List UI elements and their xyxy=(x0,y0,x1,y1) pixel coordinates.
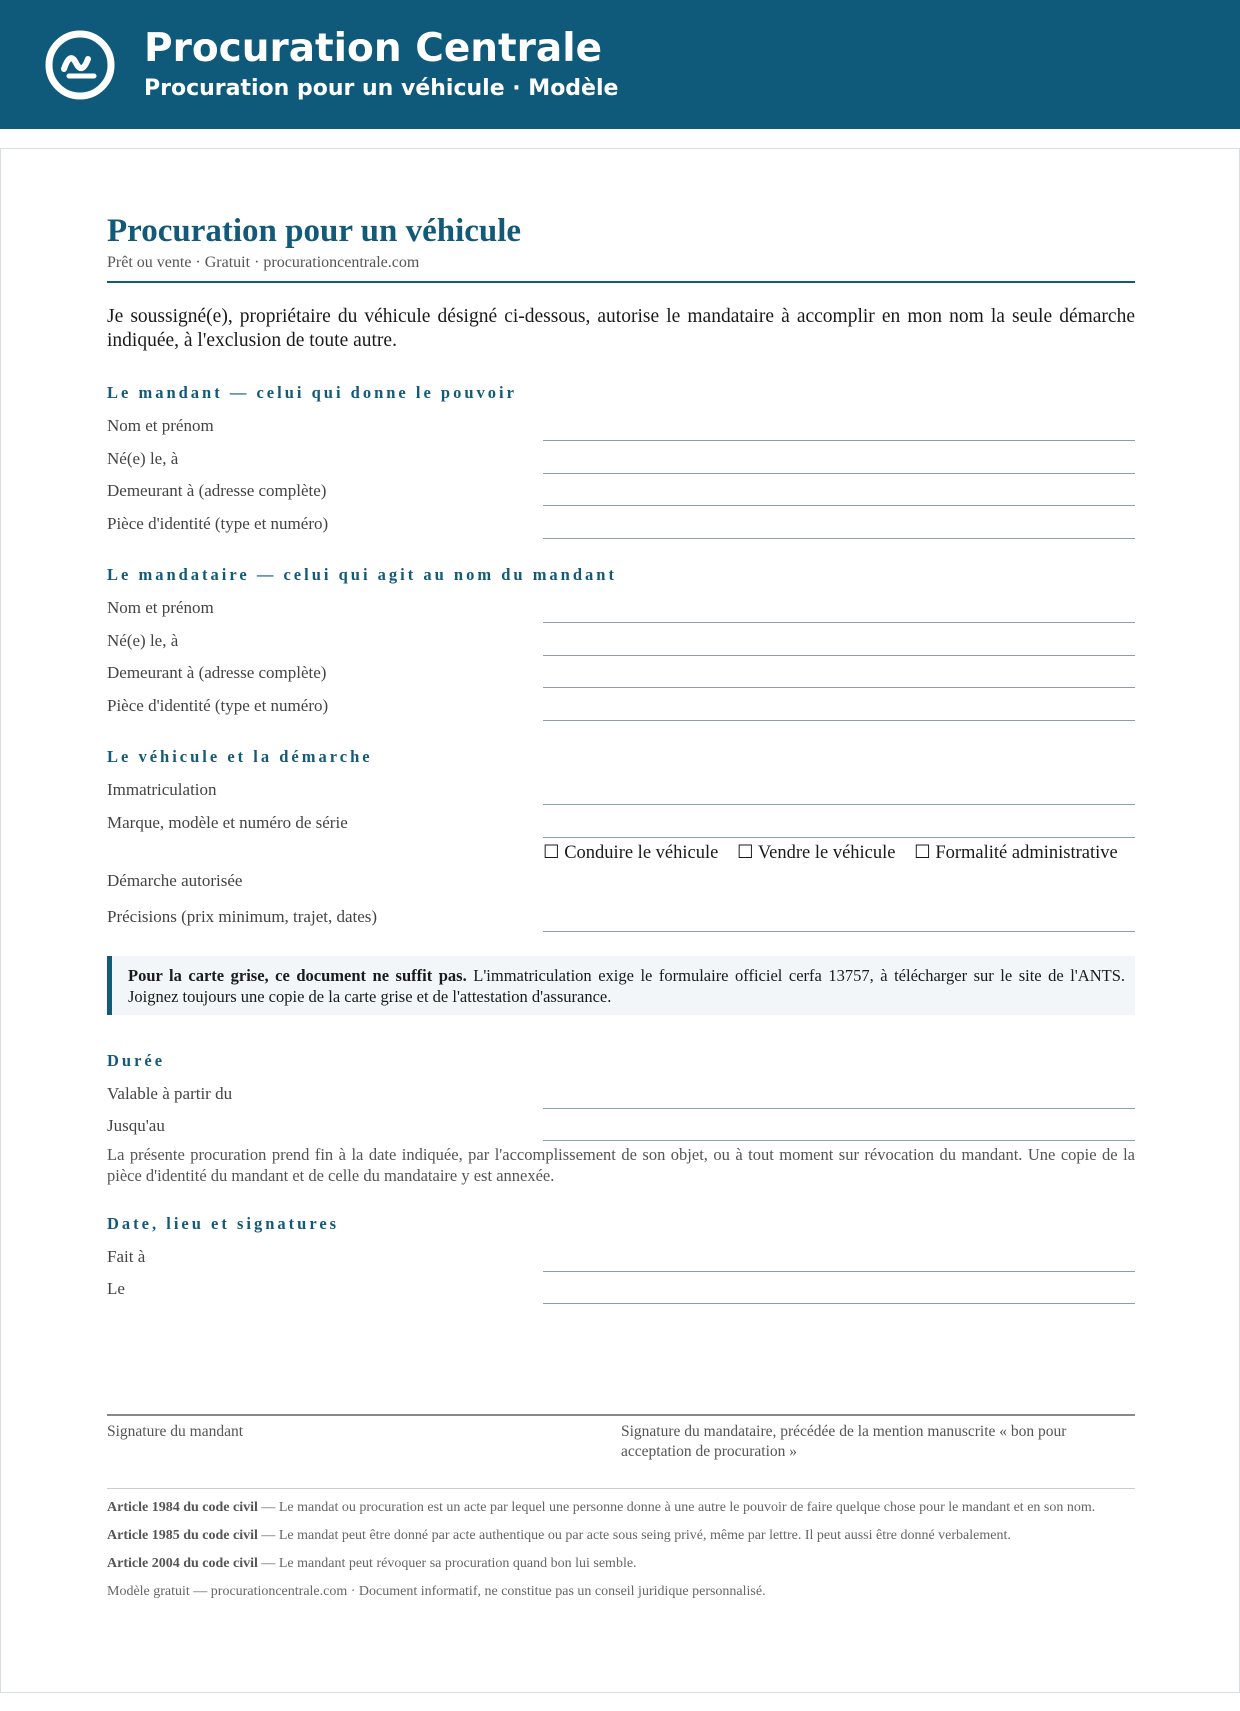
field-row xyxy=(107,1079,1135,1112)
signature-fields xyxy=(107,1242,1135,1307)
mandant-birth-line[interactable] xyxy=(543,450,1135,474)
mandant-name-line[interactable] xyxy=(543,417,1135,441)
date-signature-line[interactable] xyxy=(543,1280,1135,1304)
checkbox-conduire[interactable]: ☐ Conduire le véhicule xyxy=(543,843,719,863)
field-label: Précisions (prix minimum, trajet, dates) xyxy=(107,907,378,926)
article-ref: Article 2004 du code civil xyxy=(107,1556,258,1571)
section-heading-mandataire: Le mandataire — celui qui agit au nom du mandant xyxy=(107,565,617,584)
duree-text: La présente procuration prend fin à la date indiquée, par l'accomplissement de son objet, ou à tout moment sur révocation du mandant. Une copie de la pièce d'identité du mandant et de celle du mandataire y est annexée. xyxy=(107,1144,1135,1185)
field-row xyxy=(107,444,1135,477)
field-label: Démarche autorisée xyxy=(107,871,243,890)
article-text: — Le mandat peut être donné par acte authentique ou par acte sous seing privé, même par lettre. Il peut aussi être donné verbalement. xyxy=(257,1528,1011,1543)
field-row xyxy=(107,1242,1135,1275)
field-row xyxy=(107,1111,1135,1144)
field-label: Pièce d'identité (type et numéro) xyxy=(107,513,329,533)
date-fin-line[interactable] xyxy=(543,1117,1135,1141)
field-label: Immatriculation xyxy=(107,780,217,799)
mandataire-id-line[interactable] xyxy=(543,697,1135,721)
article-text: — Le mandant peut révoquer sa procuration quand bon lui semble. xyxy=(257,1556,637,1571)
duree-fields xyxy=(107,1079,1135,1144)
mandataire-fields xyxy=(107,593,1135,723)
article-text: — Le mandat ou procuration est un acte par lequel une personne donne à une autre le pouvoir de faire quelque chose pour le mandant et en son nom. xyxy=(257,1500,1096,1515)
field-row xyxy=(107,476,1135,509)
field-row xyxy=(107,658,1135,691)
section-heading-vehicule: Le véhicule et la démarche xyxy=(107,747,373,766)
field-row xyxy=(107,808,1135,841)
field-label: Marque, modèle et numéro de série xyxy=(107,812,348,832)
field-label: Nom et prénom xyxy=(107,416,214,435)
checkbox-formalite[interactable]: ☐ Formalité administrative xyxy=(914,843,1118,863)
vehicule-fields xyxy=(107,775,1135,935)
field-label: Fait à xyxy=(107,1246,146,1266)
field-row xyxy=(107,626,1135,659)
disclaimer: Modèle gratuit — procurationcentrale.com · Document informatif, ne constitue pas un conseil juridique personnalisé. xyxy=(107,1584,766,1599)
mandataire-birth-line[interactable] xyxy=(543,632,1135,656)
field-row xyxy=(107,902,1135,935)
note-text: L'immatriculation exige le formulaire officiel cerfa 13757, à télécharger sur le site de l'ANTS. Joignez toujours une copie de la carte grise et de l'attestation d'assurance. xyxy=(128,965,1125,1006)
field-row xyxy=(107,411,1135,444)
field-label: Jusqu'au xyxy=(107,1116,165,1135)
demarche-row xyxy=(107,840,1135,902)
carte-grise-note xyxy=(107,956,1135,1015)
field-row xyxy=(107,1274,1135,1307)
article-ref: Article 1985 du code civil xyxy=(107,1528,258,1543)
header-banner xyxy=(0,0,1240,129)
demarche-options xyxy=(543,840,1135,902)
checkbox-vendre[interactable]: ☐ Vendre le véhicule xyxy=(736,843,896,863)
mandant-address-line[interactable] xyxy=(543,482,1135,506)
wave-badge-icon xyxy=(44,29,116,101)
section-heading-mandant: Le mandant — celui qui donne le pouvoir xyxy=(107,383,517,402)
field-row xyxy=(107,775,1135,808)
mandant-fields xyxy=(107,411,1135,541)
site-title: Procuration Centrale xyxy=(144,25,603,71)
field-label: Né(e) le, à xyxy=(107,630,179,650)
field-label: Demeurant à (adresse complète) xyxy=(107,481,327,500)
precisions-line[interactable] xyxy=(543,908,1135,932)
article-1985 xyxy=(107,1527,1135,1544)
note-bold: Pour la carte grise, ce document ne suffit pas. xyxy=(128,965,467,985)
document-title: Procuration pour un véhicule xyxy=(107,213,522,249)
field-label: Nom et prénom xyxy=(107,598,214,617)
fait-a-line[interactable] xyxy=(543,1248,1135,1272)
legal-footer xyxy=(107,1488,1135,1611)
section-heading-signatures: Date, lieu et signatures xyxy=(107,1213,340,1233)
field-label: Pièce d'identité (type et numéro) xyxy=(107,695,329,715)
marque-modele-line[interactable] xyxy=(543,814,1135,838)
article-1984 xyxy=(107,1499,1135,1516)
site-subtitle: Procuration pour un véhicule · Modèle xyxy=(144,75,619,101)
field-row xyxy=(107,593,1135,626)
immatriculation-line[interactable] xyxy=(543,781,1135,805)
section-heading-duree: Durée xyxy=(107,1050,166,1070)
mandataire-address-line[interactable] xyxy=(543,664,1135,688)
field-label: Demeurant à (adresse complète) xyxy=(107,663,327,682)
field-row xyxy=(107,509,1135,542)
signature-mandant[interactable]: Signature du mandant xyxy=(107,1423,244,1440)
signature-area xyxy=(107,1414,1135,1462)
intro-paragraph: Je soussigné(e), propriétaire du véhicule désigné ci-dessous, autorise le mandataire à accomplir en mon nom la seule démarche indiquée, à l'exclusion de toute autre. xyxy=(107,306,1135,351)
mandataire-name-line[interactable] xyxy=(543,599,1135,623)
document-subtitle: Prêt ou vente · Gratuit · procurationcentrale.com xyxy=(107,253,1135,283)
field-row xyxy=(107,691,1135,724)
field-label: Le xyxy=(107,1279,125,1298)
date-debut-line[interactable] xyxy=(543,1085,1135,1109)
field-label: Né(e) le, à xyxy=(107,448,179,468)
document-sheet xyxy=(0,148,1240,1693)
signature-mandataire[interactable]: Signature du mandataire, précédée de la mention manuscrite « bon pour acceptation de procuration » xyxy=(621,1423,1067,1460)
mandant-id-line[interactable] xyxy=(543,515,1135,539)
article-2004 xyxy=(107,1555,1135,1572)
article-ref: Article 1984 du code civil xyxy=(107,1500,258,1515)
field-label: Valable à partir du xyxy=(107,1083,233,1103)
